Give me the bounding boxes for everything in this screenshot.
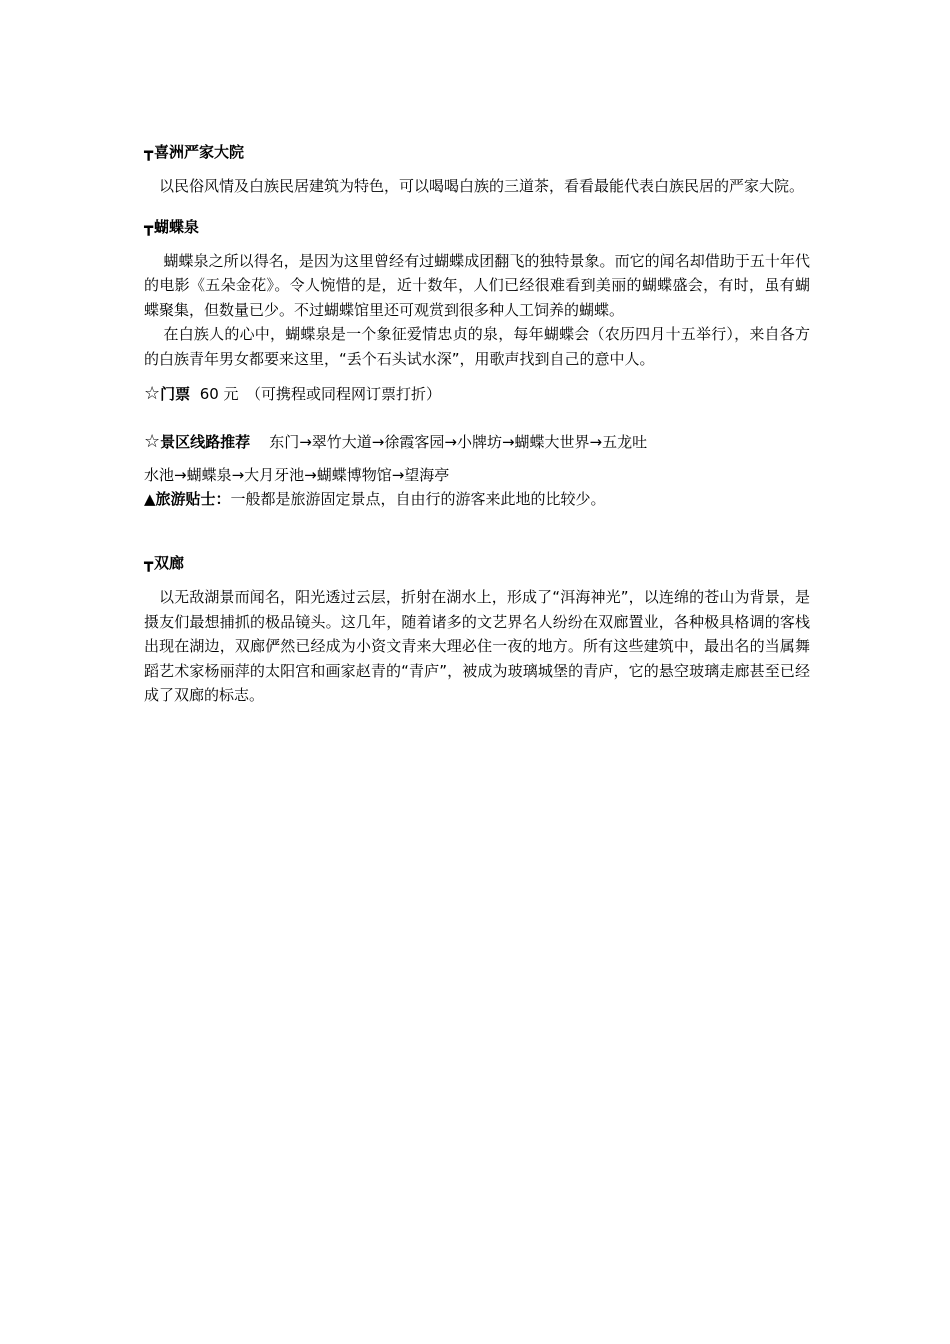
route-label: 景区线路推荐 <box>160 433 251 451</box>
spacer <box>144 371 810 381</box>
heading-mark: ┳ <box>144 217 154 236</box>
heading-title: 蝴蝶泉 <box>154 217 200 236</box>
spacer <box>144 407 810 429</box>
star-icon: ☆ <box>144 431 161 452</box>
spacer <box>144 239 810 249</box>
document-content <box>144 140 810 708</box>
spacer <box>144 511 810 551</box>
route-line-2: 水池→蝴蝶泉→大月牙池→蝴蝶博物馆→望海亭 <box>144 466 450 484</box>
spacer <box>144 455 810 463</box>
section-heading-xizhou <box>144 140 810 164</box>
heading-title: 双廊 <box>154 554 185 572</box>
route-line <box>144 429 810 455</box>
section-heading-shuanglang <box>144 551 810 575</box>
ticket-value: 60 元 （可携程或同程网订票打折） <box>199 385 442 403</box>
paragraph-butterfly-1: 蝴蝶泉之所以得名，是因为这里曾经有过蝴蝶成团翻飞的独特景象。而它的闻名却借助于五十年代的电影《五朵金花》。令人惋惜的是，近十数年，人们已经很难看到美丽的蝴蝶盛会，有时，虽有蝴蝶聚集，但数量已少。不过蝴蝶馆里还可观赏到很多种人工饲养的蝴蝶。 <box>144 251 810 319</box>
spacer <box>144 164 810 174</box>
travel-tip <box>144 487 810 511</box>
ticket-label: 门票 <box>160 385 191 403</box>
heading-mark: ┳ <box>144 554 154 572</box>
paragraph-butterfly-2: 在白族人的心中，蝴蝶泉是一个象征爱情忠贞的泉，每年蝴蝶会（农历四月十五举行），来自各方的白族青年男女都要来这里，“丢个石头试水深”，用歌声找到自己的意中人。 <box>144 325 810 368</box>
paragraph-xizhou: 以民俗风情及白族民居建筑为特色，可以喝喝白族的三道茶，看看最能代表白族民居的严家大院。 <box>159 177 805 195</box>
paragraph-shuanglang: 以无敌湖景而闻名，阳光透过云层，折射在湖水上，形成了“洱海神光”，以连绵的苍山为背景，是摄友们最想捕抓的极品镜头。这几年，随着诸多的文艺界名人纷纷在双廊置业，各种极具格调的客栈出现在湖边，双廊俨然已经成为小资文青来大理必住一夜的地方。所有这些建筑中，最出名的当属舞蹈艺术家杨丽萍的太阳宫和画家赵青的“青庐”，被成为玻璃城堡的青庐，它的悬空玻璃走廊甚至已经成了双廊的标志。 <box>144 588 810 704</box>
section-heading-butterfly <box>144 215 810 239</box>
heading-title: 喜洲严家大院 <box>154 143 245 161</box>
tip-label: ▲旅游贴士： <box>144 490 231 508</box>
tip-text: 一般都是旅游固定景点，自由行的游客来此地的比较少。 <box>230 490 606 508</box>
route-line-1: 东门→翠竹大道→徐霞客园→小牌坊→蝴蝶大世界→五龙吐 <box>269 433 648 451</box>
star-icon: ☆ <box>144 383 161 404</box>
heading-mark: ┳ <box>144 143 154 161</box>
spacer <box>144 199 810 215</box>
ticket-line <box>144 381 810 407</box>
spacer <box>144 575 810 585</box>
